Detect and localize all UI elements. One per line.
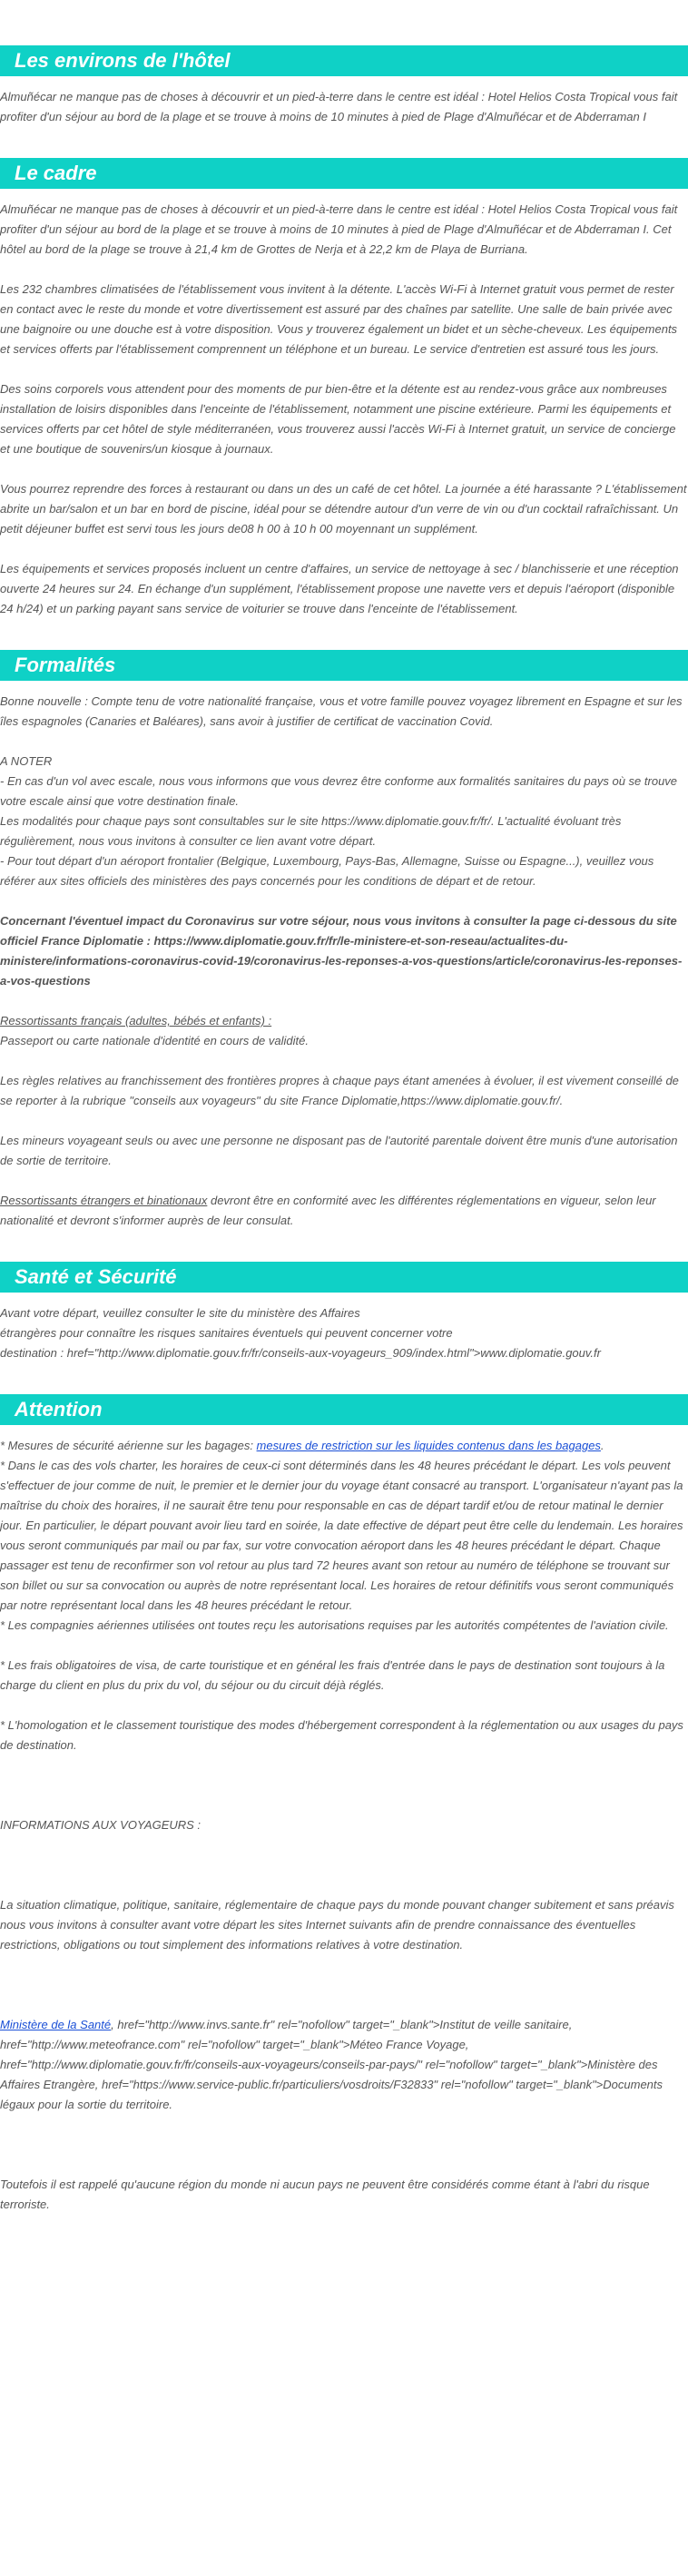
section-sante	[0, 1262, 688, 1363]
charter-notice: * Dans le cas des vols charter, les horaires de ceux-ci sont déterminés dans les 48 heures précédant le départ. Les vols peuvent s'effectuer de jour comme de nuit, le premier et le dernier jour du voyage étant consacré au transport. L'organisateur n'ayant pas la maîtrise du choix des horaires, il ne saurait être tenu pour responsable en cas de départ tardif et/ou de retour matinal le dernier jour. En particulier, le départ pouvant avoir lieu tard en soirée, la date effective de départ peut être celle du lendemain. Les horaires vous seront communiqués par mail ou par fax, sur votre convocation aéroport dans les 48 heures précédant le départ. Chaque passager est tenu de reconfirmer son vol retour au plus tard 72 heures avant son retour au numéro de téléphone se trouvant sur son billet ou sur sa convocation ou auprès de notre représentant local. Les horaires de retour définitifs vous seront communiqués par notre représentant local dans les 48 heures précédant le retour.	[0, 1459, 683, 1612]
cadre-paragraph: Vous pourrez reprendre des forces à restaurant ou dans un des un café de cet hôtel. La journée a été harassante ? L'établissement abrite un bar/salon et un bar en bord de piscine, idéal pour se détendre autour d'un verre de vin ou d'un cocktail rafraîchissant. Un petit déjeuner buffet est servi tous les jours de08 h 00 à 10 h 00 moyennant un supplément.	[0, 482, 687, 536]
section-title-sante: Santé et Sécurité	[0, 1262, 688, 1293]
ressortissants-francais-title: Ressortissants français (adultes, bébés et enfants) :	[0, 1014, 272, 1027]
formalites-intro: Bonne nouvelle : Compte tenu de votre nationalité française, vous et votre famille pouvez voyagez librement en Espagne et sur les îles espagnoles (Canaries et Baléares), sans avoir à justifier de certificat de vaccination Covid.	[0, 694, 683, 728]
ressortissants-etrangers	[0, 1191, 688, 1231]
ressortissants-etrangers-text: devront être en conformité avec les différentes réglementations en vigueur, selon leur nationalité et devront s'informer auprès de leur consulat.	[0, 1194, 656, 1227]
section-title-environs: Les environs de l'hôtel	[0, 45, 688, 76]
section-title-formalites: Formalités	[0, 650, 688, 681]
compagnies-notice: * Les compagnies aériennes utilisées ont toutes reçu les autorisations requises par les autorités compétentes de l'aviation civile.	[0, 1618, 669, 1632]
covid-notice: Concernant l'éventuel impact du Coronavirus sur votre séjour, nous vous invitons à consulter la page ci-dessous du site officiel France Diplomatie : https://www.diplomatie.gouv.fr/fr/le-ministere-et-son-reseau/actualites-du-ministere/informations-coronavirus-covid-19/coronavirus-les-reponses-a-vos-questions/article/coronavirus-les-reponses-a-vos-questions	[0, 914, 683, 988]
a-noter-heading: A NOTER	[0, 754, 53, 768]
sante-line: Avant votre départ, veuillez consulter le site du ministère des Affaires	[0, 1306, 360, 1320]
situation-line: nous vous invitons à consulter avant votre départ les sites Internet suivants afin de prendre connaissance des éventuelles restrictions, obligations ou tout simplement des informations relatives à votre destination.	[0, 1918, 636, 1952]
regles-frontieres: Les règles relatives au franchissement des frontières propres à chaque pays étant amenées à évoluer, il est vivement conseillé de se reporter à la rubrique "conseils aux voyageurs" du site France Diplomatie,https://www.diplomatie.gouv.fr/.	[0, 1074, 679, 1107]
environs-text: Almuñécar ne manque pas de choses à découvrir et un pied-à-terre dans le centre est idéal : Hotel Helios Costa Tropical vous fait profiter d'un séjour au bord de la plage et se trouve à moins de 10 minutes à pied de Plage d'Almuñécar et de Abderraman I	[0, 90, 678, 123]
section-formalites	[0, 650, 688, 1231]
cadre-paragraph: Almuñécar ne manque pas de choses à découvrir et un pied-à-terre dans le centre est idéal : Hotel Helios Costa Tropical vous fait profiter d'un séjour au bord de la plage et se trouve à moins de 10 minutes à pied de Plage d'Almuñécar et de Abderraman I. Cet hôtel au bord de la plage se trouve à 21,4 km de Grottes de Nerja et à 22,2 km de Playa de Burriana.	[0, 202, 678, 256]
section-attention	[0, 1394, 688, 2215]
informations-voyageurs-title: INFORMATIONS AUX VOYAGEURS :	[0, 1818, 201, 1832]
ministere-sante-link[interactable]: Ministère de la Santé	[0, 2018, 112, 2031]
a-noter-item: - Pour tout départ d'un aéroport frontalier (Belgique, Luxembourg, Pays-Bas, Allemagne, Suisse ou Espagne...), veuillez vous référer aux sites officiels des ministères des pays concernés pour les conditions de départ et de retour.	[0, 854, 654, 888]
homologation-notice: * L'homologation et le classement touristique des modes d'hébergement correspondent à la réglementation ou aux usages du pays de destination.	[0, 1718, 683, 1752]
bagages-restriction-link[interactable]: mesures de restriction sur les liquides contenus dans les bagages	[256, 1439, 601, 1452]
sante-line: destination : href="http://www.diplomatie.gouv.fr/fr/conseils-aux-voyageurs_909/index.html">www.diplomatie.gouv.fr	[0, 1346, 601, 1360]
section-content-environs	[0, 87, 688, 127]
ressortissants-francais-text: Passeport ou carte nationale d'identité en cours de validité.	[0, 1034, 309, 1047]
cadre-paragraph: Les 232 chambres climatisées de l'établissement vous invitent à la détente. L'accès Wi-Fi à Internet gratuit vous permet de rester en contact avec le reste du monde et votre divertissement est assuré par des chaînes par satellite. Une salle de bain privée avec une baignoire ou une douche est à votre disposition. Vous y trouverez également un bidet et un sèche-cheveux. Les équipements et services offerts par l'établissement comprennent un téléphone et un bureau. Le service d'entretien est assuré tous les jours.	[0, 282, 678, 356]
frais-notice: * Les frais obligatoires de visa, de carte touristique et en général les frais d'entrée dans le pays de destination sont toujours à la charge du client en plus du prix du vol, du séjour ou du circuit déjà réglés.	[0, 1658, 665, 1692]
mineurs-notice: Les mineurs voyageant seuls ou avec une personne ne disposant pas de l'autorité parentale doivent être munis d'une autorisation de sortie de territoire.	[0, 1134, 678, 1167]
cadre-paragraph: Des soins corporels vous attendent pour des moments de pur bien-être et la détente est au rendez-vous grâce aux nombreuses installation de loisirs disponibles dans l'enceinte de l'établissement, notamment une piscine extérieure. Parmi les équipements et services offerts par cet hôtel de style méditerranéen, vous trouverez aussi l'accès Wi-Fi à Internet gratuit, un service de concierge et une boutique de souvenirs/un kiosque à journaux.	[0, 382, 676, 456]
ressortissants-etrangers-title: Ressortissants étrangers et binationaux	[0, 1194, 208, 1207]
section-title-attention: Attention	[0, 1394, 688, 1425]
situation-line: La situation climatique, politique, sanitaire, réglementaire de chaque pays du monde pouvant changer subitement et sans préavis	[0, 1898, 674, 1912]
section-environs	[0, 45, 688, 127]
section-title-cadre: Le cadre	[0, 158, 688, 189]
a-noter-item: Les modalités pour chaque pays sont consultables sur le site https://www.diplomatie.gouv.fr/fr/. L'actualité évoluant très régulièrement, nous vous invitons à consulter ce lien avant votre départ.	[0, 814, 622, 848]
section-content-sante	[0, 1303, 688, 1363]
section-cadre	[0, 158, 688, 619]
sante-line: étrangères pour connaître les risques sanitaires éventuels qui peuvent concerner votre	[0, 1326, 453, 1340]
section-content-formalites	[0, 692, 688, 1231]
terrorisme-notice: Toutefois il est rappelé qu'aucune région du monde ni aucun pays ne peuvent être considérés comme étant à l'abri du risque terroriste.	[0, 2178, 650, 2211]
a-noter-item: - En cas d'un vol avec escale, nous vous informons que vous devrez être conforme aux formalités sanitaires du pays où se trouve votre escale ainsi que votre destination finale.	[0, 774, 678, 808]
bagages-notice: * Mesures de sécurité aérienne sur les bagages: mesures de restriction sur les liquides contenus dans les bagages.	[0, 1439, 604, 1452]
section-content-attention	[0, 1436, 688, 2215]
section-content-cadre	[0, 200, 688, 619]
cadre-paragraph: Les équipements et services proposés incluent un centre d'affaires, un service de nettoyage à sec / blanchisserie et une réception ouverte 24 heures sur 24. En échange d'un supplément, l'établissement propose une navette vers et depuis l'aéroport (disponible 24 h/24) et un parking payant sans service de voiturier se trouve dans l'enceinte de l'établissement.	[0, 562, 679, 615]
sites-list: Ministère de la Santé, href="http://www.invs.sante.fr" rel="nofollow" target="_blank">Institut de veille sanitaire, href="http://www.meteofrance.com" rel="nofollow" target="_blank">Méteo France Voyage, href="http://www.diplomatie.gouv.fr/fr/conseils-aux-voyageurs/conseils-par-pays/" rel="nofollow" target="_blank">Ministère des Affaires Etrangère, href="https://www.service-public.fr/particuliers/vosdroits/F32833" rel="nofollow" target="_blank">Documents légaux pour la sortie du territoire.	[0, 2018, 663, 2111]
